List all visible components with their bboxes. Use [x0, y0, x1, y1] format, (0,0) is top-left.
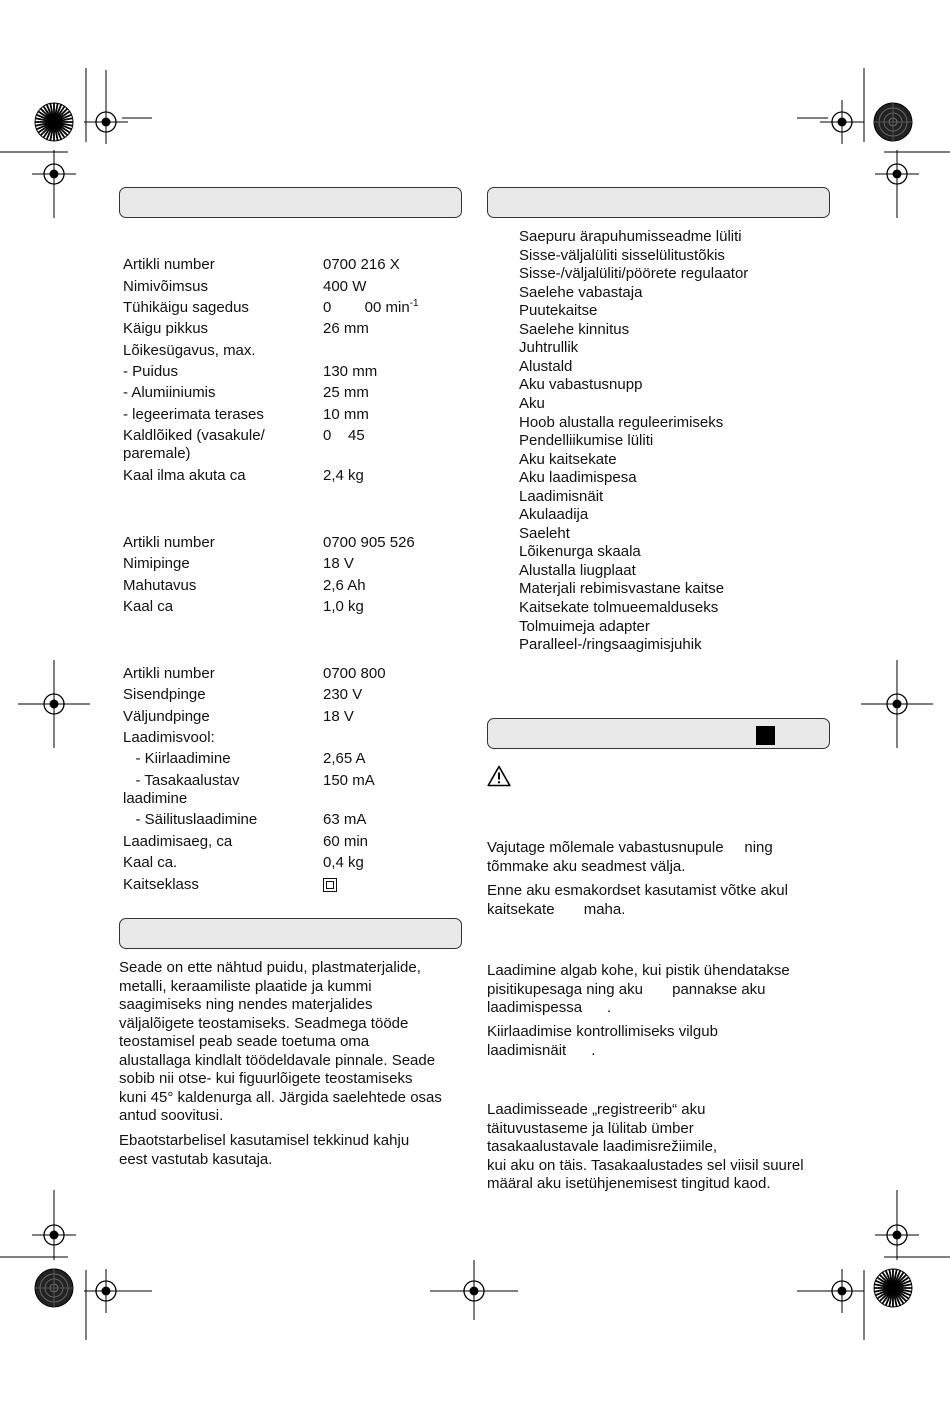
section-header-intended-use — [119, 918, 462, 949]
text-line: määral aku isetühjenemisest tingitud kaod. — [487, 1175, 771, 1192]
text-line: Kiirlaadimise kontrollimiseks vilgub — [487, 1023, 718, 1040]
charging-indicator-paragraph — [487, 1023, 832, 1060]
text-line: alustallaga kindlalt töödeldavale pinnale. Seade — [119, 1051, 436, 1069]
text-line: väljalõigete teostamiseks. Seadmega tööde — [119, 1014, 409, 1032]
text-line: sobib nii otse- kui figuurlõigete teostamiseks — [119, 1070, 413, 1087]
parts-list-item: Lõikenurga skaala — [519, 543, 641, 561]
text-line: Vajutage mõlemale vabastusnupule ning — [487, 839, 773, 856]
parts-list-item: Aku — [519, 394, 545, 412]
charger-register-paragraph — [487, 1101, 832, 1194]
parts-list-item: Alustalla liugplaat — [519, 561, 636, 579]
text-line: kaitsekate maha. — [487, 900, 626, 918]
parts-list-item: Saelehe kinnitus — [519, 320, 630, 338]
black-square-icon — [756, 726, 775, 745]
parts-list-item: Kaitsekate tolmueemalduseks — [519, 599, 719, 616]
parts-list-item: Laadimisnäit — [519, 487, 604, 505]
text-line: Laadimine algab kohe, kui pistik ühendatakse — [487, 962, 790, 979]
parts-list-item: Saelehe vabastaja — [519, 283, 643, 301]
parts-list-item: Aku laadimispesa — [519, 469, 637, 487]
text-line: saagimiseks ning nendes materjalides — [119, 996, 373, 1013]
text-line: laadimisnäit . — [487, 1041, 596, 1059]
parts-list-item: Tolmuimeja adapter — [519, 617, 650, 635]
protection-class-ii-icon — [323, 878, 337, 892]
text-line: Ebaotstarbelisel kasutamisel tekkinud kahju — [119, 1132, 410, 1149]
text-line: metalli, keraamiliste plaatide ja kummi — [119, 977, 372, 995]
intended-use-paragraph-2 — [119, 1132, 464, 1169]
warning-triangle-icon — [487, 765, 511, 787]
text-line: laadimispessa . — [487, 999, 612, 1016]
parts-list-item: Sisse-väljalüliti sisselülitustõkis — [519, 246, 725, 264]
parts-list-item: Saepuru ärapuhumisseadme lüliti — [519, 228, 742, 245]
text-line: tõmmake aku seadmest välja. — [487, 857, 686, 875]
text-line: pisitikupesaga ning aku pannakse aku — [487, 980, 766, 998]
battery-cover-paragraph — [487, 882, 832, 919]
parts-list-item: Materjali rebimisvastane kaitse — [519, 580, 725, 598]
text-line: täituvustaseme ja lülitab ümber — [487, 1119, 694, 1137]
parts-list-item: Akulaadija — [519, 506, 589, 524]
parts-list-item: Pendelliikumise lüliti — [519, 432, 654, 450]
battery-remove-paragraph — [487, 839, 832, 876]
section-header-battery — [487, 718, 830, 749]
text-line: Laadimisseade „registreerib“ aku — [487, 1101, 706, 1118]
parts-list-item: Aku vabastusnupp — [519, 376, 643, 394]
text-line: Enne aku esmakordset kasutamist võtke akul — [487, 882, 788, 899]
text-line: kuni 45° kaldenurga all. Järgida saelehtede osas — [119, 1088, 442, 1106]
parts-list-item: Alustald — [519, 357, 573, 375]
section-header-technical-data — [119, 187, 462, 218]
text-line: antud soovitusi. — [119, 1107, 224, 1124]
charging-start-paragraph — [487, 962, 832, 1018]
parts-list-item: Puutekaitse — [519, 302, 598, 320]
text-line: eest vastutab kasutaja. — [119, 1150, 273, 1168]
parts-list-item: Aku kaitsekate — [519, 450, 617, 468]
text-line: teostamisel peab seade toetuma oma — [119, 1033, 370, 1050]
parts-list-item: Hoob alustalla reguleerimiseks — [519, 413, 724, 431]
text-line: tasakaalustavale laadimisrežiimile, — [487, 1138, 718, 1155]
intended-use-paragraph-1 — [119, 959, 464, 1126]
parts-list-item: Saeleht — [519, 524, 570, 542]
text-line: Seade on ette nähtud puidu, plastmaterjalide, — [119, 959, 421, 976]
section-header-parts — [487, 187, 830, 218]
text-line: kui aku on täis. Tasakaalustades sel viisil suurel — [487, 1156, 804, 1174]
parts-list-item: Juhtrullik — [519, 339, 579, 357]
parts-list-item: Sisse-/väljalüliti/pöörete regulaator — [519, 265, 749, 283]
parts-list-item: Paralleel-/ringsaagimisjuhik — [519, 636, 702, 654]
